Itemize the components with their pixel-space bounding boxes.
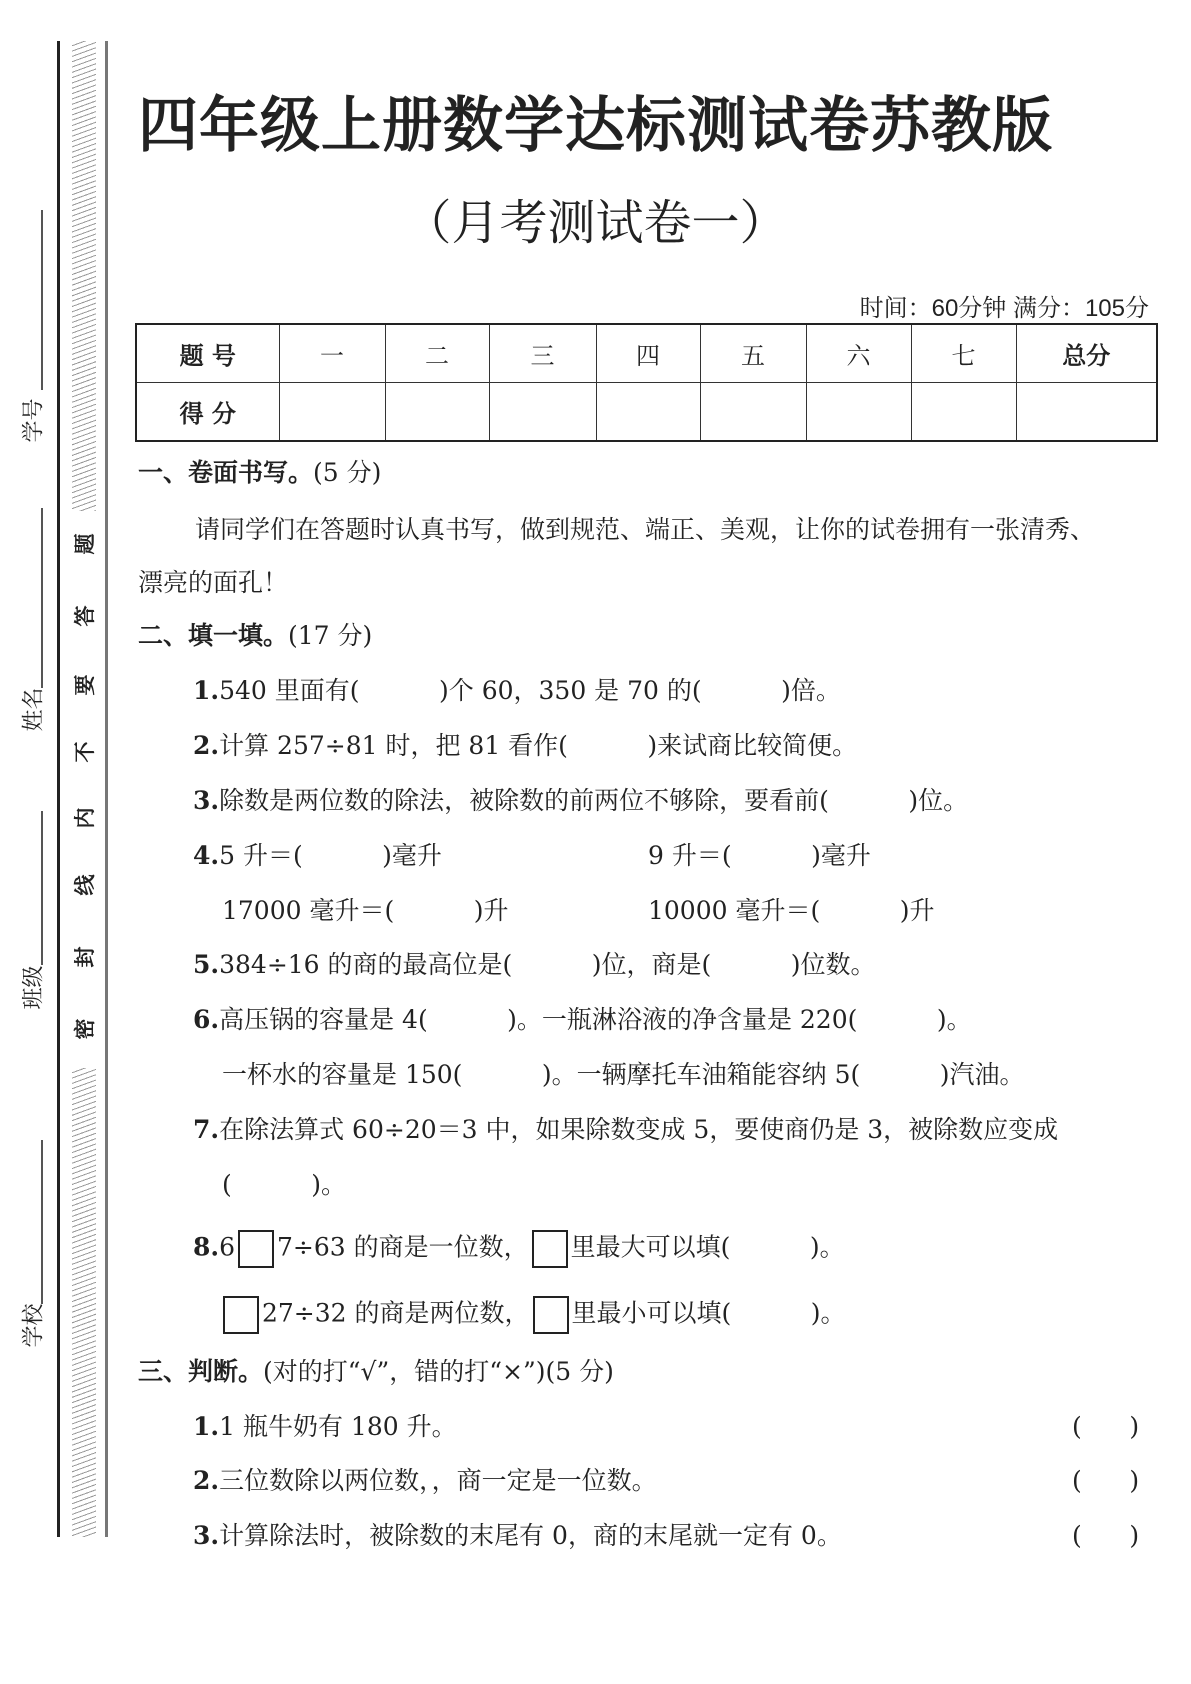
question-text: 三位数除以两位数，，商一定是一位数。: [219, 1466, 657, 1495]
question-2: [193, 731, 857, 761]
name-label: 姓名: [21, 687, 47, 732]
question-text[interactable]: 除数是两位数的除法，被除数的前两位不够除，要看前( )位。: [219, 786, 969, 815]
seal-char: 答: [73, 605, 97, 627]
score-cell[interactable]: [806, 383, 911, 442]
score-cell[interactable]: [1016, 383, 1157, 442]
digit-box: [532, 1230, 568, 1268]
judgement-2: [193, 1466, 657, 1496]
seal-char: 封: [73, 946, 97, 968]
question-number: 1.: [193, 676, 220, 705]
question-6: [193, 1005, 972, 1035]
question-number: 7.: [193, 1115, 220, 1144]
question-4-part[interactable]: 10000 毫升＝( )升: [648, 896, 935, 925]
judgement-1: [193, 1412, 457, 1442]
section-1-text: 漂亮的面孔！: [138, 568, 289, 597]
answer-parentheses[interactable]: ( ): [1072, 1412, 1140, 1441]
question-text[interactable]: 5 升＝( )毫升: [219, 841, 442, 870]
table-header-cell: 二: [385, 324, 489, 383]
school-underline: [41, 1140, 43, 1304]
question-text[interactable]: 计算 257÷81 时，把 81 看作( )来试商比较简便。: [219, 731, 858, 760]
question-text: 1 瓶牛奶有 180 升。: [219, 1412, 457, 1441]
question-number: 3.: [193, 786, 220, 815]
table-row: [136, 383, 1157, 442]
seal-char: 线: [73, 874, 97, 896]
question-text: 27÷32 的商是两位数，: [262, 1298, 530, 1328]
answer-parentheses[interactable]: ( ): [1072, 1521, 1140, 1550]
table-row: [136, 324, 1157, 383]
seal-char: 内: [73, 807, 97, 829]
question-number: 2.: [193, 1466, 220, 1495]
page-title: 四年级上册数学达标测试卷苏教版: [138, 91, 1053, 161]
student-id-label: 学号: [21, 398, 47, 443]
binding-line: [105, 41, 108, 1537]
table-header-cell: 一: [279, 324, 385, 383]
score-cell[interactable]: [911, 383, 1016, 442]
answer-parentheses[interactable]: ( ): [1072, 1466, 1140, 1495]
seal-char: 不: [73, 741, 97, 763]
question-3: [193, 786, 968, 816]
judgement-3: [193, 1521, 842, 1551]
digit-box[interactable]: [223, 1296, 259, 1334]
table-header-cell: 五: [700, 324, 806, 383]
section-1-text: 请同学们在答题时认真书写，做到规范、端正、美观，让你的试卷拥有一张清秀、: [195, 515, 1096, 544]
table-header-cell: 七: [911, 324, 1016, 383]
time-and-score-info: 时间：60分钟 满分：105分: [859, 295, 1149, 322]
table-header-cell: 总分: [1016, 324, 1157, 383]
question-7: [193, 1115, 1058, 1145]
seal-char: 题: [73, 533, 97, 555]
page-subtitle: （月考测试卷一）: [403, 195, 788, 251]
score-row-label: 得 分: [136, 383, 279, 442]
question-text[interactable]: 高压锅的容量是 4( )。一瓶淋浴液的净含量是 220( )。: [219, 1005, 972, 1034]
question-text: 7÷63 的商是一位数，: [277, 1232, 529, 1262]
school-label: 学校: [21, 1303, 47, 1348]
question-4: [193, 841, 442, 871]
binding-line: [57, 41, 60, 1537]
question-text[interactable]: 540 里面有( )个 60，350 是 70 的( )倍。: [219, 676, 841, 705]
heading-text: 三、判断。: [138, 1357, 264, 1386]
question-number: 4.: [193, 841, 220, 870]
table-header-cell: 四: [596, 324, 700, 383]
question-8: [193, 1230, 845, 1268]
question-1: [193, 676, 841, 706]
question-4-part[interactable]: 17000 毫升＝( )升: [222, 896, 509, 925]
class-underline: [41, 811, 43, 965]
question-number: 5.: [193, 950, 220, 979]
question-number: 8.: [193, 1232, 220, 1262]
question-4-part[interactable]: 9 升＝( )毫升: [648, 841, 871, 870]
score-cell[interactable]: [279, 383, 385, 442]
question-6-part[interactable]: 一杯水的容量是 150( )。一辆摩托车油箱能容纳 5( )汽油。: [222, 1060, 1025, 1089]
points: (对的打“√”，错的打“×”)(5 分): [263, 1357, 614, 1386]
question-text[interactable]: 384÷16 的商的最高位是( )位，商是( )位数。: [219, 950, 876, 979]
points: (5 分): [313, 458, 382, 487]
heading-text: 二、填一填。: [138, 621, 289, 650]
score-cell[interactable]: [596, 383, 700, 442]
seal-char: 密: [73, 1018, 97, 1040]
table-header-cell: 六: [806, 324, 911, 383]
score-cell[interactable]: [700, 383, 806, 442]
question-7-blank[interactable]: ( )。: [222, 1170, 346, 1199]
digit-box: [533, 1296, 569, 1334]
digit-box[interactable]: [238, 1230, 274, 1268]
question-text: 在除法算式 60÷20＝3 中，如果除数变成 5，要使商仍是 3，被除数应变成: [219, 1115, 1059, 1144]
score-cell[interactable]: [489, 383, 596, 442]
seal-char: 要: [73, 674, 97, 696]
section-2-heading: [138, 621, 372, 651]
section-1-heading: [138, 458, 381, 488]
class-label: 班级: [21, 965, 47, 1010]
question-number: 6.: [193, 1005, 220, 1034]
question-text: 6: [219, 1232, 236, 1262]
question-8-part: [220, 1296, 846, 1334]
question-number: 1.: [193, 1412, 220, 1441]
question-text[interactable]: 里最小可以填( )。: [571, 1298, 846, 1328]
question-text: 计算除法时，被除数的末尾有 0，商的末尾就一定有 0。: [219, 1521, 842, 1550]
hatch-pattern: [72, 1068, 96, 1537]
points: (17 分): [288, 621, 373, 650]
score-cell[interactable]: [385, 383, 489, 442]
question-number: 3.: [193, 1521, 220, 1550]
heading-text: 一、卷面书写。: [138, 458, 314, 487]
section-3-heading: [138, 1357, 614, 1387]
table-header-cell: 三: [489, 324, 596, 383]
question-5: [193, 950, 875, 980]
question-text[interactable]: 里最大可以填( )。: [570, 1232, 845, 1262]
score-table: [135, 323, 1158, 442]
question-number: 2.: [193, 731, 220, 760]
name-underline: [41, 508, 43, 688]
table-header-cell: 题 号: [136, 324, 279, 383]
